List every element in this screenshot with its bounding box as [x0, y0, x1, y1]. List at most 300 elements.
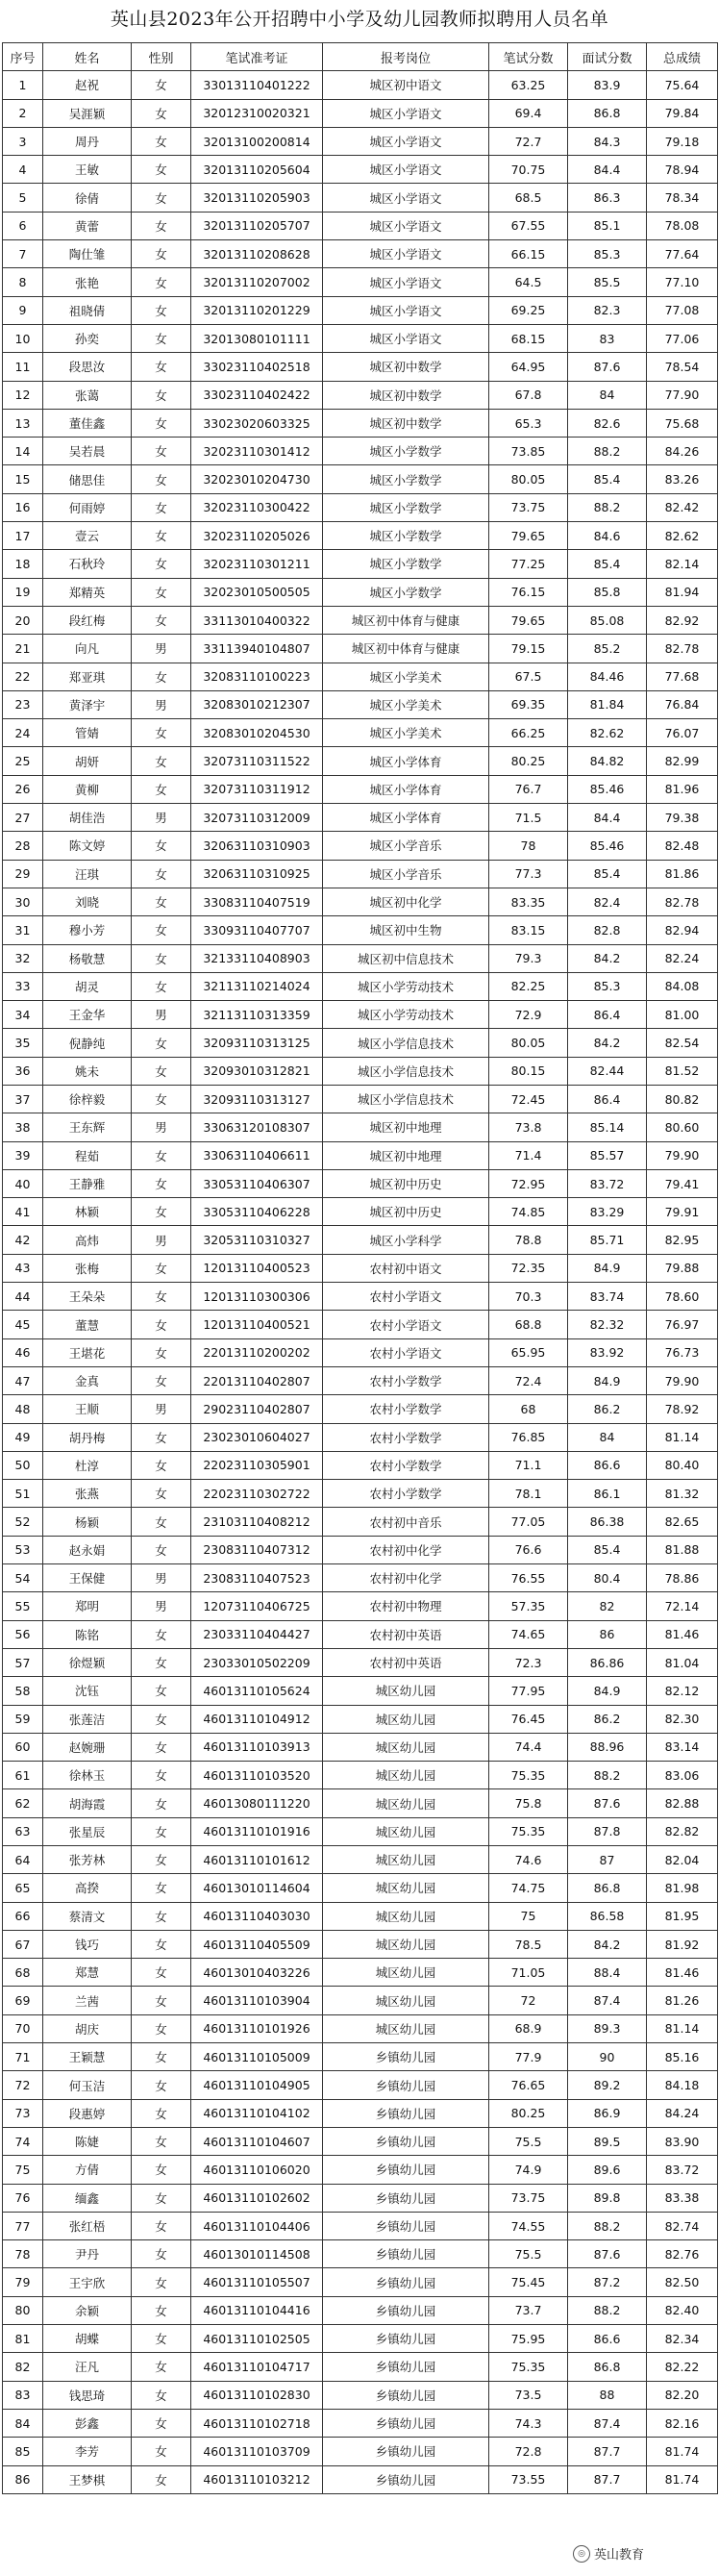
cell-exam-id: 33093110407707 — [191, 916, 323, 944]
cell-exam-id: 32083010212307 — [191, 690, 323, 718]
cell-gender: 女 — [132, 1283, 191, 1311]
table-row — [3, 1057, 718, 1085]
cell-interview-score: 85.3 — [568, 972, 647, 1000]
cell-exam-id: 33023020603325 — [191, 409, 323, 437]
cell-written-score: 79.15 — [489, 635, 568, 663]
cell-total-score: 76.73 — [647, 1338, 718, 1366]
cell-gender: 女 — [132, 1705, 191, 1733]
cell-position: 城区小学信息技术 — [323, 1057, 489, 1085]
cell-position: 城区小学科学 — [323, 1226, 489, 1254]
cell-name: 穆小芳 — [43, 916, 132, 944]
cell-name: 高揆 — [43, 1874, 132, 1902]
cell-written-score: 71.1 — [489, 1451, 568, 1479]
cell-gender: 女 — [132, 240, 191, 268]
cell-total-score: 82.12 — [647, 1677, 718, 1705]
cell-total-score: 81.52 — [647, 1057, 718, 1085]
cell-written-score: 75.5 — [489, 2240, 568, 2268]
table-row — [3, 522, 718, 550]
cell-interview-score: 82.32 — [568, 1311, 647, 1338]
table-row — [3, 493, 718, 521]
cell-gender: 女 — [132, 296, 191, 324]
cell-seq: 79 — [3, 2268, 43, 2296]
cell-name: 周丹 — [43, 127, 132, 155]
cell-interview-score: 85.08 — [568, 606, 647, 634]
cell-total-score: 79.84 — [647, 99, 718, 127]
cell-written-score: 75 — [489, 1902, 568, 1930]
cell-seq: 65 — [3, 1874, 43, 1902]
table-row — [3, 1451, 718, 1479]
table-row — [3, 1283, 718, 1311]
cell-written-score: 76.6 — [489, 1536, 568, 1563]
cell-interview-score: 84.9 — [568, 1254, 647, 1282]
cell-position: 城区小学体育 — [323, 747, 489, 775]
cell-position: 城区小学语文 — [323, 324, 489, 352]
cell-total-score: 80.60 — [647, 1113, 718, 1141]
cell-interview-score: 86.8 — [568, 99, 647, 127]
cell-gender: 女 — [132, 2099, 191, 2127]
cell-interview-score: 85.4 — [568, 1536, 647, 1563]
cell-total-score: 84.18 — [647, 2071, 718, 2099]
cell-written-score: 72 — [489, 1987, 568, 2014]
cell-position: 农村初中物理 — [323, 1592, 489, 1620]
cell-gender: 女 — [132, 2127, 191, 2155]
cell-total-score: 76.97 — [647, 1311, 718, 1338]
cell-position: 城区初中历史 — [323, 1169, 489, 1197]
cell-gender: 女 — [132, 409, 191, 437]
cell-gender: 女 — [132, 747, 191, 775]
table-row — [3, 860, 718, 888]
cell-position: 城区初中体育与健康 — [323, 635, 489, 663]
cell-written-score: 68.9 — [489, 2014, 568, 2042]
table-row — [3, 2409, 718, 2437]
cell-position: 乡镇幼儿园 — [323, 2156, 489, 2184]
cell-name: 钱思琦 — [43, 2381, 132, 2409]
cell-seq: 48 — [3, 1395, 43, 1423]
cell-seq: 9 — [3, 296, 43, 324]
cell-seq: 63 — [3, 1817, 43, 1845]
cell-position: 城区初中数学 — [323, 353, 489, 381]
cell-total-score: 72.14 — [647, 1592, 718, 1620]
cell-written-score: 69.35 — [489, 690, 568, 718]
table-row — [3, 550, 718, 578]
cell-name: 郑亚琪 — [43, 663, 132, 690]
cell-written-score: 76.65 — [489, 2071, 568, 2099]
cell-written-score: 75.45 — [489, 2268, 568, 2296]
cell-seq: 27 — [3, 804, 43, 832]
cell-written-score: 73.55 — [489, 2465, 568, 2493]
cell-gender: 女 — [132, 438, 191, 465]
table-row — [3, 2438, 718, 2465]
cell-seq: 81 — [3, 2325, 43, 2353]
cell-position: 城区小学美术 — [323, 690, 489, 718]
cell-seq: 14 — [3, 438, 43, 465]
cell-name: 郑精英 — [43, 578, 132, 606]
cell-seq: 61 — [3, 1762, 43, 1789]
cell-gender: 男 — [132, 1001, 191, 1029]
table-row — [3, 2099, 718, 2127]
cell-seq: 54 — [3, 1564, 43, 1592]
cell-total-score: 76.84 — [647, 690, 718, 718]
cell-name: 高炜 — [43, 1226, 132, 1254]
cell-total-score: 82.78 — [647, 888, 718, 915]
cell-position: 城区小学语文 — [323, 212, 489, 239]
table-row — [3, 1564, 718, 1592]
table-row — [3, 1338, 718, 1366]
cell-exam-id: 32073110312009 — [191, 804, 323, 832]
table-row — [3, 1226, 718, 1254]
cell-seq: 64 — [3, 1846, 43, 1874]
table-row — [3, 156, 718, 184]
cell-exam-id: 46013110106020 — [191, 2156, 323, 2184]
cell-gender: 女 — [132, 1959, 191, 1987]
cell-position: 城区初中地理 — [323, 1141, 489, 1169]
cell-name: 段惠婷 — [43, 2099, 132, 2127]
cell-written-score: 72.3 — [489, 1648, 568, 1676]
header-seq: 序号 — [3, 43, 43, 71]
cell-total-score: 82.14 — [647, 550, 718, 578]
cell-interview-score: 88.2 — [568, 1762, 647, 1789]
cell-position: 城区小学音乐 — [323, 832, 489, 860]
header-exam-id: 笔试准考证 — [191, 43, 323, 71]
cell-exam-id: 46013110104102 — [191, 2099, 323, 2127]
cell-position: 城区幼儿园 — [323, 1874, 489, 1902]
cell-position: 农村初中语文 — [323, 1254, 489, 1282]
cell-written-score: 74.4 — [489, 1733, 568, 1761]
cell-seq: 7 — [3, 240, 43, 268]
cell-total-score: 81.14 — [647, 2014, 718, 2042]
cell-seq: 38 — [3, 1113, 43, 1141]
cell-seq: 18 — [3, 550, 43, 578]
cell-total-score: 82.40 — [647, 2296, 718, 2324]
cell-position: 城区小学信息技术 — [323, 1029, 489, 1057]
cell-position: 乡镇幼儿园 — [323, 2381, 489, 2409]
cell-interview-score: 85.4 — [568, 860, 647, 888]
cell-exam-id: 46013010403226 — [191, 1959, 323, 1987]
cell-interview-score: 82.62 — [568, 719, 647, 747]
cell-interview-score: 86.2 — [568, 1395, 647, 1423]
cell-seq: 78 — [3, 2240, 43, 2268]
cell-interview-score: 86.6 — [568, 2325, 647, 2353]
cell-seq: 23 — [3, 690, 43, 718]
cell-written-score: 67.55 — [489, 212, 568, 239]
cell-name: 杨颖 — [43, 1508, 132, 1536]
cell-interview-score: 86.8 — [568, 1874, 647, 1902]
cell-position: 城区小学美术 — [323, 719, 489, 747]
cell-name: 余颖 — [43, 2296, 132, 2324]
cell-position: 城区小学语文 — [323, 240, 489, 268]
table-row — [3, 99, 718, 127]
cell-gender: 女 — [132, 972, 191, 1000]
cell-total-score: 79.90 — [647, 1366, 718, 1394]
cell-position: 城区小学数学 — [323, 465, 489, 493]
cell-total-score: 77.08 — [647, 296, 718, 324]
cell-total-score: 81.46 — [647, 1620, 718, 1648]
cell-name: 胡丹梅 — [43, 1423, 132, 1451]
cell-position: 农村小学数学 — [323, 1366, 489, 1394]
cell-name: 黄泽宇 — [43, 690, 132, 718]
cell-exam-id: 46013010114508 — [191, 2240, 323, 2268]
cell-interview-score: 87.2 — [568, 2268, 647, 2296]
cell-name: 倪静纯 — [43, 1029, 132, 1057]
cell-written-score: 64.95 — [489, 353, 568, 381]
cell-position: 农村初中化学 — [323, 1536, 489, 1563]
cell-name: 张燕 — [43, 1480, 132, 1508]
cell-seq: 70 — [3, 2014, 43, 2042]
roster-table — [2, 42, 718, 2494]
cell-seq: 69 — [3, 1987, 43, 2014]
cell-written-score: 71.5 — [489, 804, 568, 832]
cell-position: 城区小学美术 — [323, 663, 489, 690]
cell-name: 赵祝 — [43, 71, 132, 99]
cell-written-score: 73.75 — [489, 493, 568, 521]
cell-total-score: 80.82 — [647, 1085, 718, 1113]
cell-total-score: 77.68 — [647, 663, 718, 690]
cell-position: 城区初中生物 — [323, 916, 489, 944]
cell-total-score: 82.30 — [647, 1705, 718, 1733]
cell-total-score: 85.16 — [647, 2043, 718, 2071]
cell-gender: 女 — [132, 1057, 191, 1085]
cell-seq: 49 — [3, 1423, 43, 1451]
cell-gender: 女 — [132, 212, 191, 239]
header-position: 报考岗位 — [323, 43, 489, 71]
cell-interview-score: 87.7 — [568, 2465, 647, 2493]
cell-position: 乡镇幼儿园 — [323, 2409, 489, 2437]
cell-interview-score: 88.96 — [568, 1733, 647, 1761]
cell-gender: 女 — [132, 1846, 191, 1874]
cell-total-score: 82.42 — [647, 493, 718, 521]
cell-seq: 40 — [3, 1169, 43, 1197]
cell-written-score: 73.5 — [489, 2381, 568, 2409]
cell-gender: 女 — [132, 1987, 191, 2014]
cell-gender: 女 — [132, 184, 191, 212]
cell-exam-id: 32013110205903 — [191, 184, 323, 212]
table-row — [3, 1508, 718, 1536]
cell-seq: 19 — [3, 578, 43, 606]
cell-total-score: 77.10 — [647, 268, 718, 296]
roster-sheet — [2, 0, 717, 2494]
cell-seq: 22 — [3, 663, 43, 690]
cell-seq: 80 — [3, 2296, 43, 2324]
cell-seq: 68 — [3, 1959, 43, 1987]
cell-seq: 60 — [3, 1733, 43, 1761]
cell-position: 城区幼儿园 — [323, 1789, 489, 1817]
cell-name: 刘晓 — [43, 888, 132, 915]
cell-written-score: 68.8 — [489, 1311, 568, 1338]
cell-gender: 女 — [132, 2381, 191, 2409]
cell-seq: 15 — [3, 465, 43, 493]
cell-position: 城区幼儿园 — [323, 1987, 489, 2014]
cell-interview-score: 82.3 — [568, 296, 647, 324]
header-name: 姓名 — [43, 43, 132, 71]
cell-seq: 36 — [3, 1057, 43, 1085]
cell-written-score: 67.5 — [489, 663, 568, 690]
cell-interview-score: 83.74 — [568, 1283, 647, 1311]
cell-written-score: 74.6 — [489, 1846, 568, 1874]
cell-interview-score: 86.38 — [568, 1508, 647, 1536]
cell-written-score: 74.65 — [489, 1620, 568, 1648]
table-row — [3, 1677, 718, 1705]
cell-name: 姚未 — [43, 1057, 132, 1085]
table-row — [3, 888, 718, 915]
cell-seq: 62 — [3, 1789, 43, 1817]
cell-gender: 女 — [132, 775, 191, 803]
cell-position: 城区小学音乐 — [323, 860, 489, 888]
table-row — [3, 1846, 718, 1874]
cell-exam-id: 33063120108307 — [191, 1113, 323, 1141]
cell-gender: 男 — [132, 1592, 191, 1620]
cell-position: 城区初中化学 — [323, 888, 489, 915]
cell-gender: 女 — [132, 1198, 191, 1226]
table-row — [3, 1536, 718, 1563]
cell-gender: 女 — [132, 2438, 191, 2465]
header-interview-score: 面试分数 — [568, 43, 647, 71]
cell-seq: 28 — [3, 832, 43, 860]
cell-total-score: 82.88 — [647, 1789, 718, 1817]
cell-seq: 55 — [3, 1592, 43, 1620]
cell-total-score: 82.22 — [647, 2353, 718, 2381]
cell-total-score: 83.06 — [647, 1762, 718, 1789]
cell-name: 段思汝 — [43, 353, 132, 381]
cell-total-score: 81.96 — [647, 775, 718, 803]
cell-position: 乡镇幼儿园 — [323, 2043, 489, 2071]
table-row — [3, 71, 718, 99]
cell-seq: 47 — [3, 1366, 43, 1394]
cell-name: 张星辰 — [43, 1817, 132, 1845]
cell-position: 城区幼儿园 — [323, 2014, 489, 2042]
table-row — [3, 1254, 718, 1282]
cell-name: 张艳 — [43, 268, 132, 296]
cell-written-score: 72.7 — [489, 127, 568, 155]
table-row — [3, 1762, 718, 1789]
cell-total-score: 79.38 — [647, 804, 718, 832]
cell-interview-score: 88 — [568, 2381, 647, 2409]
table-row — [3, 2184, 718, 2212]
cell-interview-score: 89.8 — [568, 2184, 647, 2212]
table-row — [3, 1987, 718, 2014]
cell-written-score: 76.7 — [489, 775, 568, 803]
cell-name: 缅鑫 — [43, 2184, 132, 2212]
cell-seq: 50 — [3, 1451, 43, 1479]
cell-total-score: 79.18 — [647, 127, 718, 155]
table-row — [3, 1311, 718, 1338]
cell-written-score: 75.35 — [489, 1762, 568, 1789]
cell-position: 城区小学体育 — [323, 804, 489, 832]
cell-written-score: 70.75 — [489, 156, 568, 184]
table-row — [3, 1648, 718, 1676]
cell-exam-id: 46013110104607 — [191, 2127, 323, 2155]
cell-interview-score: 85.46 — [568, 775, 647, 803]
cell-name: 沈钰 — [43, 1677, 132, 1705]
cell-gender: 女 — [132, 1930, 191, 1958]
cell-seq: 2 — [3, 99, 43, 127]
cell-total-score: 81.32 — [647, 1480, 718, 1508]
table-row — [3, 606, 718, 634]
cell-gender: 女 — [132, 944, 191, 972]
cell-written-score: 75.35 — [489, 1817, 568, 1845]
cell-exam-id: 23023010604027 — [191, 1423, 323, 1451]
cell-total-score: 79.91 — [647, 1198, 718, 1226]
table-row — [3, 690, 718, 718]
cell-written-score: 73.8 — [489, 1113, 568, 1141]
cell-name: 吴若晨 — [43, 438, 132, 465]
cell-exam-id: 46013110103520 — [191, 1762, 323, 1789]
cell-seq: 67 — [3, 1930, 43, 1958]
cell-gender: 女 — [132, 493, 191, 521]
cell-written-score: 69.25 — [489, 296, 568, 324]
cell-written-score: 75.95 — [489, 2325, 568, 2353]
cell-interview-score: 82.44 — [568, 1057, 647, 1085]
cell-position: 乡镇幼儿园 — [323, 2099, 489, 2127]
cell-seq: 4 — [3, 156, 43, 184]
cell-written-score: 57.35 — [489, 1592, 568, 1620]
cell-total-score: 81.04 — [647, 1648, 718, 1676]
cell-gender: 女 — [132, 578, 191, 606]
table-row — [3, 1959, 718, 1987]
cell-gender: 女 — [132, 1789, 191, 1817]
cell-interview-score: 85.1 — [568, 212, 647, 239]
cell-total-score: 78.34 — [647, 184, 718, 212]
cell-name: 王东辉 — [43, 1113, 132, 1141]
cell-total-score: 81.46 — [647, 1959, 718, 1987]
cell-total-score: 78.92 — [647, 1395, 718, 1423]
cell-seq: 84 — [3, 2409, 43, 2437]
table-row — [3, 127, 718, 155]
cell-total-score: 82.54 — [647, 1029, 718, 1057]
cell-interview-score: 88.2 — [568, 438, 647, 465]
table-row — [3, 1874, 718, 1902]
cell-exam-id: 32063110310925 — [191, 860, 323, 888]
cell-interview-score: 86.86 — [568, 1648, 647, 1676]
cell-exam-id: 23033010502209 — [191, 1648, 323, 1676]
cell-name: 赵婉珊 — [43, 1733, 132, 1761]
cell-exam-id: 32013110205707 — [191, 212, 323, 239]
cell-written-score: 73.7 — [489, 2296, 568, 2324]
cell-interview-score: 88.2 — [568, 2212, 647, 2239]
cell-gender: 女 — [132, 1733, 191, 1761]
cell-exam-id: 32093110313127 — [191, 1085, 323, 1113]
cell-position: 城区幼儿园 — [323, 1762, 489, 1789]
cell-exam-id: 32013110207002 — [191, 268, 323, 296]
cell-gender: 女 — [132, 2409, 191, 2437]
table-row — [3, 1592, 718, 1620]
cell-gender: 女 — [132, 381, 191, 409]
cell-name: 杨敬慧 — [43, 944, 132, 972]
cell-interview-score: 84.4 — [568, 804, 647, 832]
cell-gender: 女 — [132, 663, 191, 690]
cell-interview-score: 84.4 — [568, 156, 647, 184]
cell-exam-id: 32013110201229 — [191, 296, 323, 324]
cell-position: 城区小学数学 — [323, 493, 489, 521]
cell-exam-id: 12073110406725 — [191, 1592, 323, 1620]
cell-interview-score: 84.9 — [568, 1366, 647, 1394]
cell-interview-score: 87 — [568, 1846, 647, 1874]
cell-gender: 男 — [132, 1395, 191, 1423]
cell-exam-id: 32023010204730 — [191, 465, 323, 493]
cell-total-score: 78.86 — [647, 1564, 718, 1592]
cell-exam-id: 46013110104905 — [191, 2071, 323, 2099]
cell-seq: 45 — [3, 1311, 43, 1338]
cell-interview-score: 87.6 — [568, 2240, 647, 2268]
cell-name: 陶仕雏 — [43, 240, 132, 268]
cell-name: 王堪花 — [43, 1338, 132, 1366]
cell-gender: 女 — [132, 2325, 191, 2353]
cell-name: 郑慧 — [43, 1959, 132, 1987]
cell-exam-id: 32133110408903 — [191, 944, 323, 972]
cell-written-score: 82.25 — [489, 972, 568, 1000]
cell-position: 乡镇幼儿园 — [323, 2296, 489, 2324]
page-title: 英山县2023年公开招聘中小学及幼儿园教师拟聘用人员名单 — [110, 9, 609, 30]
cell-interview-score: 86.6 — [568, 1451, 647, 1479]
